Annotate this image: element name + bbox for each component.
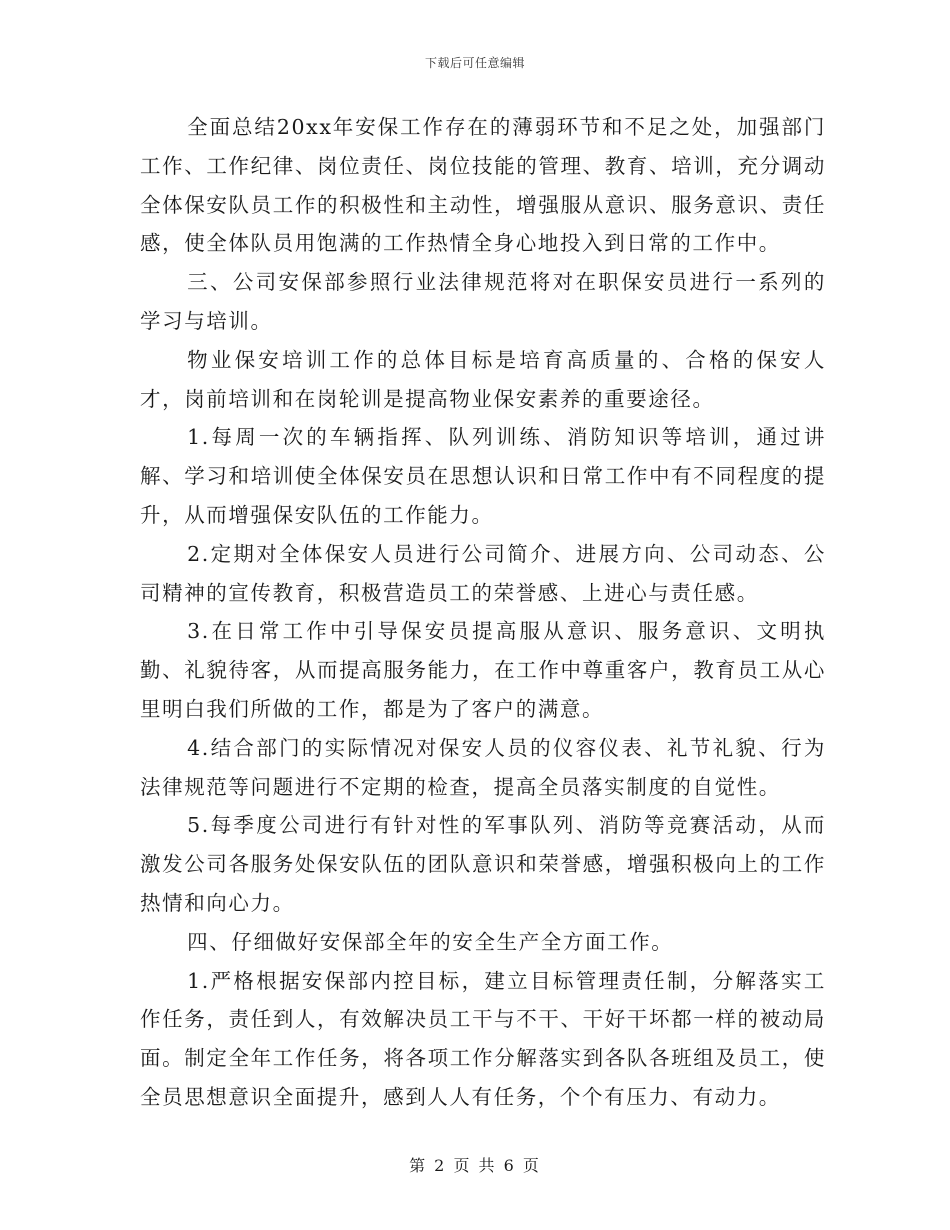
paragraph-section-four-heading: 四、仔细做好安保部全年的安全生产全方面工作。 (187, 929, 674, 954)
paragraph-item-5: 5.每季度公司进行有针对性的军事队列、消防等竞赛活动，从而激发公司各服务处保安队伍的团队意识和荣誉感，增强积极向上的工作热情和向心力。 (140, 813, 826, 915)
page-number-footer: 第 2 页 共 6 页 (409, 1156, 541, 1175)
paragraph-summary: 全面总结20xx年安保工作存在的薄弱环节和不足之处，加强部门工作、工作纪律、岗位责任、岗位技能的管理、教育、培训，充分调动全体保安队员工作的积极性和主动性，增强服从意识、服务意识、责任感，使全体队员用饱满的工作热情全身心地投入到日常的工作中。 (140, 115, 826, 256)
paragraph-item-1: 1.每周一次的车辆指挥、队列训练、消防知识等培训，通过讲解、学习和培训使全体保安员在思想认识和日常工作中有不同程度的提升，从而增强保安队伍的工作能力。 (140, 425, 826, 527)
paragraph-item-4: 4.结合部门的实际情况对保安人员的仪容仪表、礼节礼貌、行为法律规范等问题进行不定期的检查，提高全员落实制度的自觉性。 (140, 735, 826, 799)
document-body (140, 108, 826, 1117)
paragraph-section-four-item-1: 1.严格根据安保部内控目标，建立目标管理责任制，分解落实工作任务，责任到人，有效解决员工干与不干、干好干坏都一样的被动局面。制定全年工作任务，将各项工作分解落实到各队各班组及员工，使全员思想意识全面提升，感到人人有任务，个个有压力、有动力。 (140, 968, 826, 1109)
paragraph-section-three-heading: 三、公司安保部参照行业法律规范将对在职保安员进行一系列的学习与培训。 (140, 270, 826, 333)
page-header-note: 下载后可任意编辑 (424, 56, 525, 70)
paragraph-item-2: 2.定期对全体保安人员进行公司简介、进展方向、公司动态、公司精神的宣传教育，积极营造员工的荣誉感、上进心与责任感。 (140, 541, 826, 605)
paragraph-training-goal: 物业保安培训工作的总体目标是培育高质量的、合格的保安人才，岗前培训和在岗轮训是提高物业保安素养的重要途径。 (140, 347, 826, 411)
paragraph-item-3: 3.在日常工作中引导保安员提高服从意识、服务意识、文明执勤、礼貌待客，从而提高服务能力，在工作中尊重客户，教育员工从心里明白我们所做的工作，都是为了客户的满意。 (140, 619, 826, 721)
